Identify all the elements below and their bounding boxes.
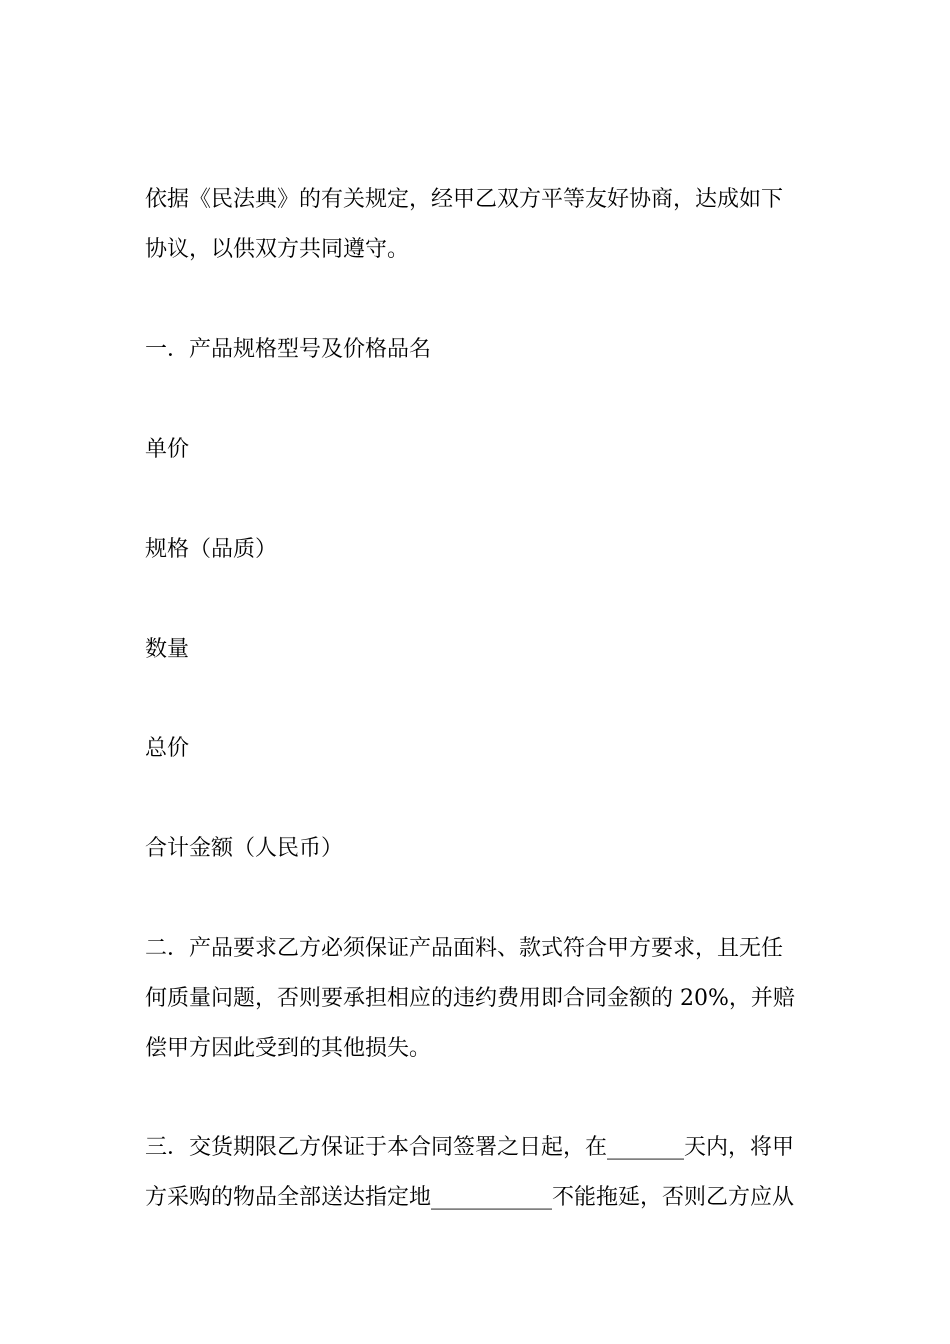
text-line: 总价 bbox=[145, 736, 190, 761]
text-line: 协议，以供双方共同遵守。 bbox=[145, 237, 410, 262]
text-line: 单价 bbox=[145, 437, 190, 462]
field-quantity bbox=[145, 625, 807, 675]
text-line: 何质量问题，否则要承担相应的违约费用即合同金额的 20%，并赔 bbox=[145, 986, 795, 1011]
section-1-heading bbox=[145, 325, 807, 375]
text-line: 二．产品要求乙方必须保证产品面料、款式符合甲方要求，且无任 bbox=[145, 936, 784, 961]
text-line: 偿甲方因此受到的其他损失。 bbox=[145, 1036, 432, 1061]
field-specification bbox=[145, 525, 807, 575]
text-line: 合计金额（人民币） bbox=[145, 836, 344, 861]
text-line: 规格（品质） bbox=[145, 537, 278, 562]
text-line: 三．交货期限乙方保证于本合同签署之日起，在_______天内，将甲 bbox=[145, 1135, 795, 1160]
section-2-paragraph bbox=[145, 924, 807, 1074]
text-line: 数量 bbox=[145, 637, 190, 662]
text-line: 依据《民法典》的有关规定，经甲乙双方平等友好协商，达成如下 bbox=[145, 187, 784, 212]
text-line: 一．产品规格型号及价格品名 bbox=[145, 337, 432, 362]
text-line: 方采购的物品全部送达指定地___________不能拖延，否则乙方应从 bbox=[145, 1185, 795, 1210]
section-3-paragraph bbox=[145, 1123, 807, 1223]
field-total-price bbox=[145, 724, 807, 774]
field-unit-price bbox=[145, 425, 807, 475]
paragraph-intro bbox=[145, 175, 807, 275]
field-total-amount bbox=[145, 824, 807, 874]
